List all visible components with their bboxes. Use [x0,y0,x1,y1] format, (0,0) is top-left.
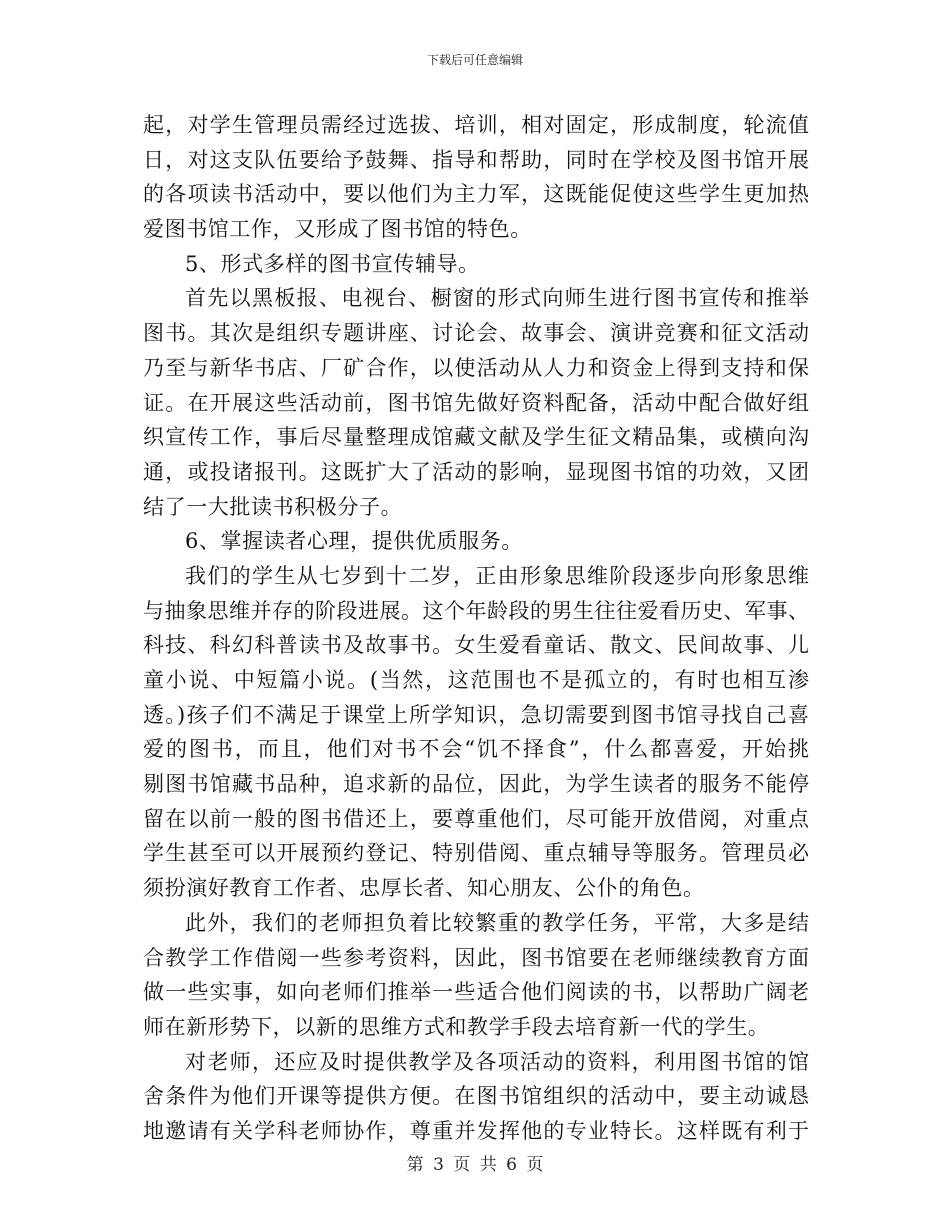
text-line: 须扮演好教育工作者、忠厚长者、知心朋友、公仆的角色。 [143,876,705,901]
text-line: 师在新形势下，以新的思维方式和教学手段去培育新一代的学生。 [143,1014,770,1039]
page-footer: 第 3 页 共 6 页 [406,1155,544,1175]
text-line: 日，对这支队伍要给予鼓舞、指导和帮助，同时在学校及图书馆开展 [143,147,809,172]
text-line: 的各项读书活动中，要以他们为主力军，这既能促使这些学生更加热 [143,182,809,207]
text-line: 织宣传工作，事后尽量整理成馆藏文献及学生征文精品集，或横向沟 [143,425,809,450]
text-line: 此外，我们的老师担负着比较繁重的教学任务，平常，大多是结 [185,910,809,935]
document-body [143,108,809,1149]
text-line: 科技、科幻科普读书及故事书。女生爱看童话、散文、民间故事、儿 [143,633,809,658]
text-line: 起，对学生管理员需经过选拔、培训，相对固定，形成制度，轮流值 [143,113,809,137]
text-line: 通，或投诸报刊。这既扩大了活动的影响，显现图书馆的功效，又团 [143,459,809,484]
text-line: 对老师，还应及时提供教学及各项活动的资料，利用图书馆的馆 [185,1049,809,1074]
text-line: 乃至与新华书店、厂矿合作，以使活动从人力和资金上得到支持和保 [143,355,809,380]
text-line: 首先以黑板报、电视台、橱窗的形式向师生进行图书宣传和推举 [185,286,809,311]
text-line: 合教学工作借阅一些参考资料，因此，图书馆要在老师继续教育方面 [143,945,809,970]
text-line: 学生甚至可以开展预约登记、特别借阅、重点辅导等服务。管理员必 [143,841,809,866]
text-line: 留在以前一般的图书借还上，要尊重他们，尽可能开放借阅，对重点 [143,806,809,831]
text-line: 6、掌握读者心理，提供优质服务。 [185,529,523,554]
text-line: 5、形式多样的图书宣传辅导。 [185,251,480,276]
text-line: 剔图书馆藏书品种，追求新的品位，因此，为学生读者的服务不能停 [143,772,809,797]
text-line: 结了一大批读书积极分子。 [143,494,403,519]
text-line: 透。)孩子们不满足于课堂上所学知识，急切需要到图书馆寻找自己喜 [143,702,809,727]
text-line: 证。在开展这些活动前，图书馆先做好资料配备，活动中配合做好组 [143,390,809,415]
text-line: 与抽象思维并存的阶段进展。这个年龄段的男生往往爱看历史、军事、 [143,598,809,623]
text-line: 爱图书馆工作，又形成了图书馆的特色。 [143,217,532,242]
text-line: 地邀请有关学科老师协作，尊重并发挥他的专业特长。这样既有利于 [143,1118,809,1143]
page-header: 下载后可任意编辑 [426,53,523,67]
text-line: 做一些实事，如向老师们推举一些适合他们阅读的书，以帮助广阔老 [143,980,809,1005]
text-line: 童小说、中短篇小说。(当然，这范围也不是孤立的，有时也相互渗 [143,668,809,692]
text-line: 我们的学生从七岁到十二岁，正由形象思维阶段逐步向形象思维 [185,563,809,588]
text-line: 舍条件为他们开课等提供方便。在图书馆组织的活动中，要主动诚恳 [143,1084,809,1109]
text-line: 爱的图书，而且，他们对书不会“饥不择食”，什么都喜爱，开始挑 [143,737,809,762]
text-line: 图书。其次是组织专题讲座、讨论会、故事会、演讲竞赛和征文活动 [143,321,809,346]
